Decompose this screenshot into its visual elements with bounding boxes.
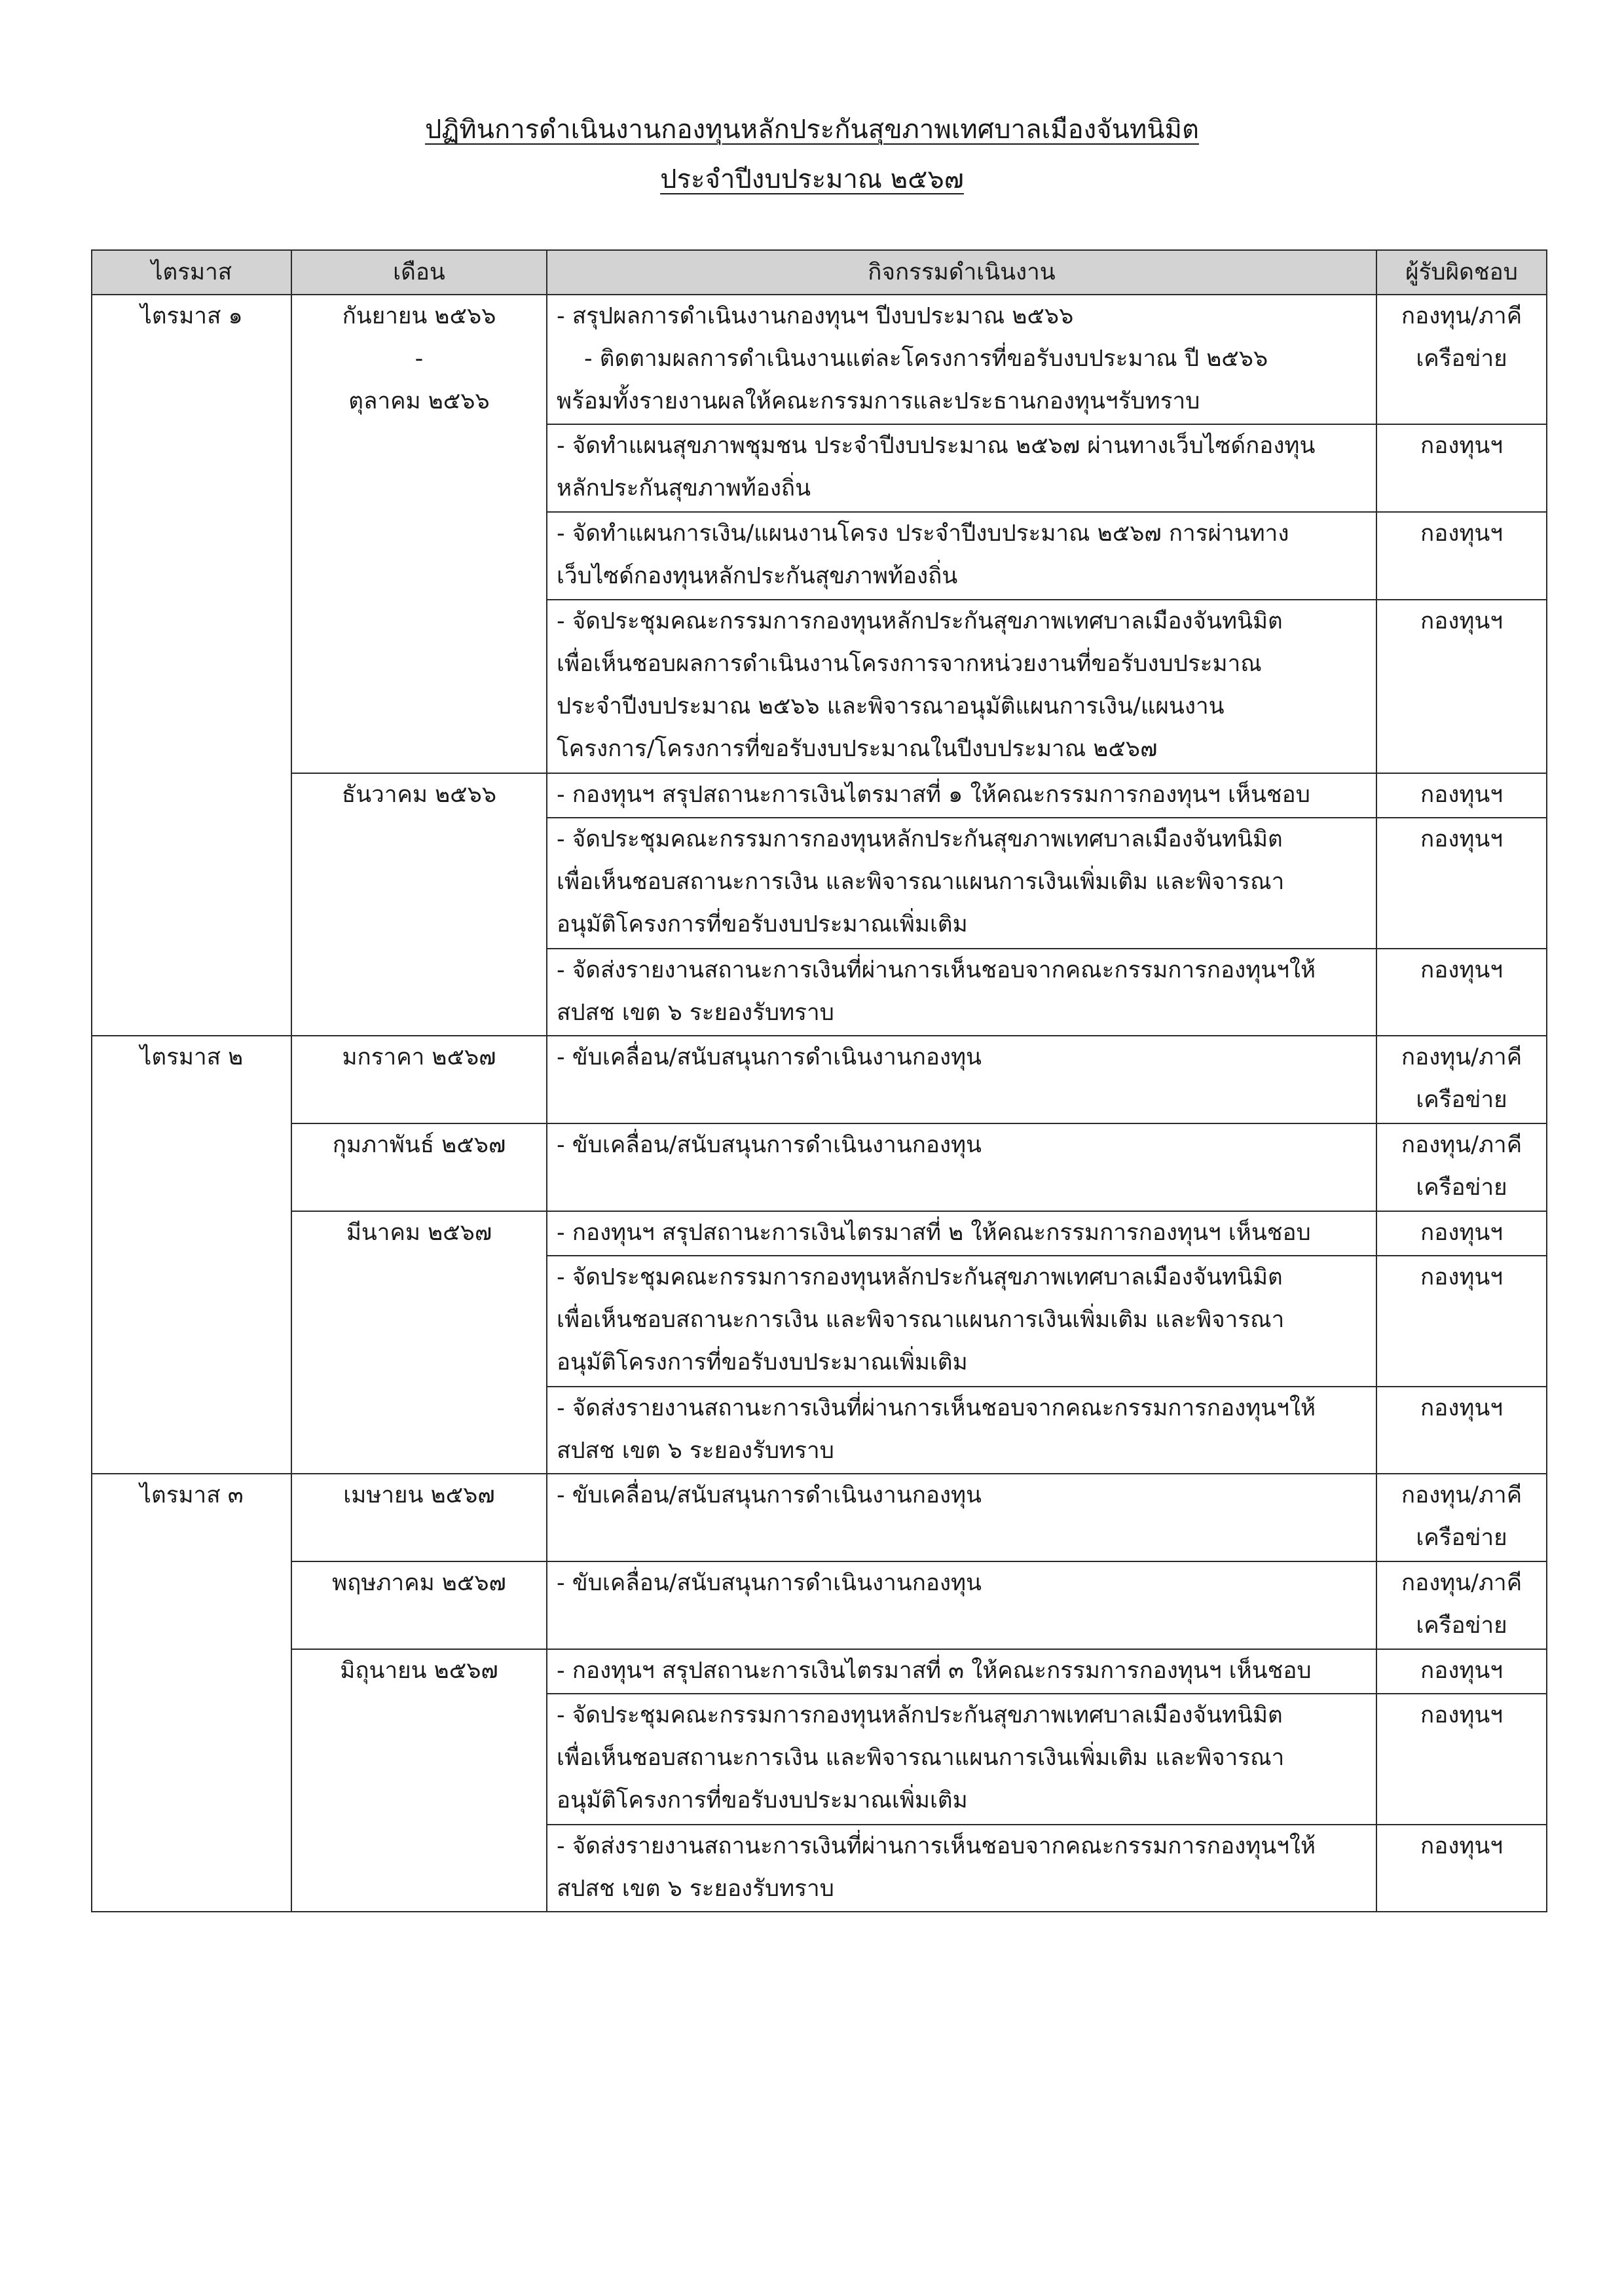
responsible-line: เครือข่าย — [1416, 346, 1507, 372]
activity-line: เพื่อเห็นชอบสถานะการเงิน และพิจารณาแผนการเงินเพิ่มเติม และพิจารณา — [557, 869, 1285, 895]
responsible-cell: กองทุนฯ — [1376, 773, 1547, 818]
month-cell: มีนาคม ๒๕๖๗ — [291, 1211, 547, 1256]
responsible-cell: กองทุนฯ — [1376, 600, 1547, 773]
quarter-cell: ไตรมาส ๓ — [92, 1474, 291, 1561]
activity-line: - ติดตามผลการดำเนินงานแต่ละโครงการที่ขอรับงบประมาณ ปี ๒๕๖๖ — [584, 346, 1268, 372]
activity-line: - จัดประชุมคณะกรรมการกองทุนหลักประกันสุขภาพเทศบาลเมืองจันทนิมิต — [557, 608, 1283, 634]
table-row — [92, 295, 1547, 424]
activity-cell: - ขับเคลื่อน/สนับสนุนการดำเนินงานกองทุน — [547, 1474, 1376, 1561]
responsible-line: เครือข่าย — [1416, 1525, 1507, 1551]
activity-line: สปสช เขต ๖ ระยองรับทราบ — [557, 1000, 834, 1026]
header-activity: กิจกรรมดำเนินงาน — [547, 250, 1376, 295]
responsible-cell — [1376, 1474, 1547, 1561]
schedule-table — [91, 249, 1547, 1912]
activity-cell: - ขับเคลื่อน/สนับสนุนการดำเนินงานกองทุน — [547, 1561, 1376, 1649]
activity-cell — [547, 295, 1376, 424]
responsible-cell: กองทุนฯ — [1376, 512, 1547, 600]
responsible-cell: กองทุนฯ — [1376, 1694, 1547, 1825]
activity-cell: - กองทุนฯ สรุปสถานะการเงินไตรมาสที่ ๑ ให้คณะกรรมการกองทุนฯ เห็นชอบ — [547, 773, 1376, 818]
month-cell — [291, 295, 547, 424]
activity-cell: - ขับเคลื่อน/สนับสนุนการดำเนินงานกองทุน — [547, 1036, 1376, 1123]
responsible-cell — [1376, 1036, 1547, 1123]
activity-cell: - ขับเคลื่อน/สนับสนุนการดำเนินงานกองทุน — [547, 1123, 1376, 1211]
responsible-line: กองทุน/ภาคี — [1401, 303, 1522, 329]
activity-line: - จัดประชุมคณะกรรมการกองทุนหลักประกันสุขภาพเทศบาลเมืองจันทนิมิต — [557, 1264, 1283, 1290]
quarter-cell: ไตรมาส ๒ — [92, 1036, 291, 1123]
activity-line: - จัดส่งรายงานสถานะการเงินที่ผ่านการเห็นชอบจากคณะกรรมการกองทุนฯให้ — [557, 957, 1316, 983]
activity-line: โครงการ/โครงการที่ขอรับงบประมาณในปีงบประมาณ ๒๕๖๗ — [557, 736, 1158, 762]
responsible-cell — [1376, 295, 1547, 424]
activity-line: - จัดทำแผนสุขภาพชุมชน ประจำปีงบประมาณ ๒๕๖๗ ผ่านทางเว็บไซด์กองทุน — [557, 433, 1316, 459]
month-dash: - — [415, 346, 424, 372]
activity-line: - จัดส่งรายงานสถานะการเงินที่ผ่านการเห็นชอบจากคณะกรรมการกองทุนฯให้ — [557, 1833, 1316, 1859]
table-row — [92, 773, 1547, 818]
table-row — [92, 1036, 1547, 1123]
activity-line: - สรุปผลการดำเนินงานกองทุนฯ ปีงบประมาณ ๒๕๖๖ — [557, 303, 1074, 329]
table-row — [92, 1474, 1547, 1561]
table-row — [92, 818, 1547, 949]
activity-line: ประจำปีงบประมาณ ๒๕๖๖ และพิจารณาอนุมัติแผนการเงิน/แผนงาน — [557, 693, 1225, 720]
activity-cell — [547, 818, 1376, 949]
month-cell: มกราคา ๒๕๖๗ — [291, 1036, 547, 1123]
activity-line: อนุมัติโครงการที่ขอรับงบประมาณเพิ่มเติม — [557, 911, 968, 938]
header-responsible: ผู้รับผิดชอบ — [1376, 250, 1547, 295]
responsible-cell: กองทุนฯ — [1376, 1211, 1547, 1256]
month-cell: กุมภาพันธ์ ๒๕๖๗ — [291, 1123, 547, 1211]
responsible-cell: กองทุนฯ — [1376, 1387, 1547, 1474]
responsible-line: กองทุน/ภาคี — [1401, 1044, 1522, 1070]
month-cell: พฤษภาคม ๒๕๖๗ — [291, 1561, 547, 1649]
activity-cell — [547, 424, 1376, 512]
document-title: ปฏิทินการดำเนินงานกองทุนหลักประกันสุขภาพเทศบาลเมืองจันทนิมิต — [425, 115, 1199, 145]
table-row — [92, 424, 1547, 512]
responsible-cell — [1376, 1561, 1547, 1649]
activity-line: - จัดประชุมคณะกรรมการกองทุนหลักประกันสุขภาพเทศบาลเมืองจันทนิมิต — [557, 826, 1283, 852]
activity-cell: - กองทุนฯ สรุปสถานะการเงินไตรมาสที่ ๓ ให้คณะกรรมการกองทุนฯ เห็นชอบ — [547, 1649, 1376, 1694]
responsible-line: กองทุน/ภาคี — [1401, 1482, 1522, 1508]
responsible-cell: กองทุนฯ — [1376, 818, 1547, 949]
month-cell: ธันวาคม ๒๕๖๖ — [291, 773, 547, 818]
responsible-line: กองทุน/ภาคี — [1401, 1132, 1522, 1158]
header-month: เดือน — [291, 250, 547, 295]
activity-line: เว็บไซด์กองทุนหลักประกันสุขภาพท้องถิ่น — [557, 563, 958, 589]
quarter-cell: ไตรมาส ๑ — [92, 295, 291, 424]
table-row — [92, 949, 1547, 1036]
activity-line: - จัดประชุมคณะกรรมการกองทุนหลักประกันสุขภาพเทศบาลเมืองจันทนิมิต — [557, 1702, 1283, 1728]
table-header-row — [92, 250, 1547, 295]
activity-cell — [547, 512, 1376, 600]
activity-line: อนุมัติโครงการที่ขอรับงบประมาณเพิ่มเติม — [557, 1787, 968, 1813]
responsible-line: เครือข่าย — [1416, 1613, 1507, 1639]
table-row — [92, 1561, 1547, 1649]
activity-cell — [547, 1256, 1376, 1387]
month-cell: มิถุนายน ๒๕๖๗ — [291, 1649, 547, 1694]
responsible-line: เครือข่าย — [1416, 1175, 1507, 1201]
month-start: กันยายน ๒๕๖๖ — [342, 303, 496, 329]
activity-line: - จัดส่งรายงานสถานะการเงินที่ผ่านการเห็นชอบจากคณะกรรมการกองทุนฯให้ — [557, 1395, 1316, 1421]
month-end: ตุลาคม ๒๕๖๖ — [348, 388, 490, 414]
table-row — [92, 1256, 1547, 1387]
activity-line: สปสช เขต ๖ ระยองรับทราบ — [557, 1876, 834, 1902]
table-row — [92, 1123, 1547, 1211]
responsible-line: กองทุน/ภาคี — [1401, 1570, 1522, 1596]
table-row — [92, 1211, 1547, 1256]
activity-cell — [547, 600, 1376, 773]
table-row — [92, 1694, 1547, 1825]
activity-line: เพื่อเห็นชอบผลการดำเนินงานโครงการจากหน่วยงานที่ขอรับงบประมาณ — [557, 651, 1262, 677]
activity-line: เพื่อเห็นชอบสถานะการเงิน และพิจารณาแผนการเงินเพิ่มเติม และพิจารณา — [557, 1307, 1285, 1333]
month-cell: เมษายน ๒๕๖๗ — [291, 1474, 547, 1561]
table-row — [92, 600, 1547, 773]
activity-line: สปสช เขต ๖ ระยองรับทราบ — [557, 1438, 834, 1464]
activity-cell — [547, 1387, 1376, 1474]
activity-line: อนุมัติโครงการที่ขอรับงบประมาณเพิ่มเติม — [557, 1349, 968, 1376]
document-subtitle: ประจำปีงบประมาณ ๒๕๖๗ — [660, 164, 964, 194]
responsible-cell: กองทุนฯ — [1376, 1256, 1547, 1387]
activity-line: เพื่อเห็นชอบสถานะการเงิน และพิจารณาแผนการเงินเพิ่มเติม และพิจารณา — [557, 1745, 1285, 1771]
activity-cell — [547, 1825, 1376, 1912]
table-row — [92, 1825, 1547, 1912]
activity-line: พร้อมทั้งรายงานผลให้คณะกรรมการและประธานกองทุนฯรับทราบ — [557, 388, 1200, 414]
activity-cell — [547, 1694, 1376, 1825]
responsible-cell — [1376, 1123, 1547, 1211]
responsible-line: เครือข่าย — [1416, 1087, 1507, 1113]
activity-cell: - กองทุนฯ สรุปสถานะการเงินไตรมาสที่ ๒ ให้คณะกรรมการกองทุนฯ เห็นชอบ — [547, 1211, 1376, 1256]
activity-line: หลักประกันสุขภาพท้องถิ่น — [557, 475, 811, 501]
header-quarter: ไตรมาส — [92, 250, 291, 295]
table-row — [92, 1387, 1547, 1474]
responsible-cell: กองทุนฯ — [1376, 1649, 1547, 1694]
responsible-cell: กองทุนฯ — [1376, 424, 1547, 512]
responsible-cell: กองทุนฯ — [1376, 1825, 1547, 1912]
activity-cell — [547, 949, 1376, 1036]
table-row — [92, 1649, 1547, 1694]
table-row — [92, 512, 1547, 600]
responsible-cell: กองทุนฯ — [1376, 949, 1547, 1036]
activity-line: - จัดทำแผนการเงิน/แผนงานโครง ประจำปีงบประมาณ ๒๕๖๗ การผ่านทาง — [557, 520, 1289, 547]
